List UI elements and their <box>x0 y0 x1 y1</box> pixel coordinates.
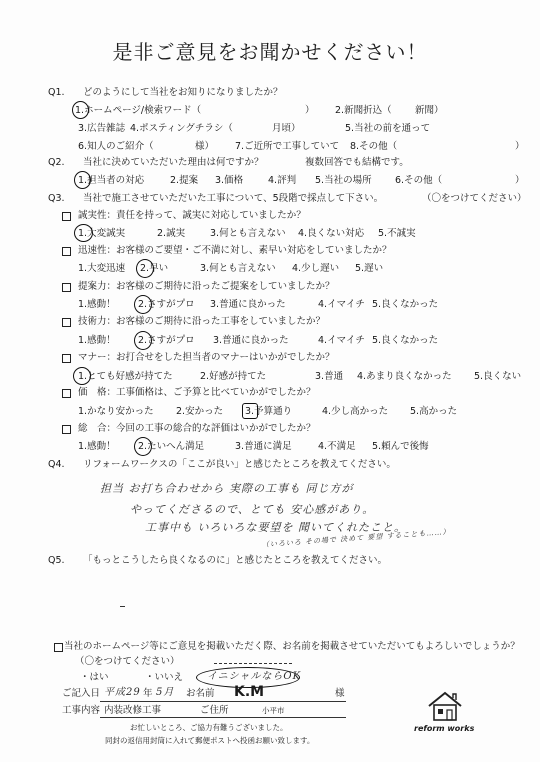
q1-closer-2: 新聞） <box>415 105 444 116</box>
q1-option-5: 5.当社の前を通って <box>345 123 431 134</box>
form-title: 是非ご意見をお聞かせください！ <box>112 40 428 64</box>
q3-text: 当社で施工させていただいた工事について、5段階で採点して下さい。 <box>83 193 384 204</box>
q3-sincerity-option-1: 1.大変誠実 <box>78 228 126 239</box>
q4-label: Q4. <box>48 459 65 470</box>
q3-sincerity-option-5: 5.不誠実 <box>378 228 416 239</box>
name-label: お名前 <box>186 688 215 699</box>
consent-instruction: （〇をつけてください） <box>75 656 180 667</box>
q3-overall-option-5: 5.頼んで後悔 <box>372 441 429 452</box>
q3-item-manner: マナー：お打合せをした担当者のマナーはいかがでしたか？ <box>78 352 335 363</box>
q1-label: Q1. <box>48 87 65 98</box>
q3-skill-option-2: 2.さすがプロ <box>138 335 195 346</box>
pen-mark <box>120 606 125 607</box>
q2-note: 複数回答でも結構です。 <box>305 157 409 168</box>
field-underline <box>100 717 346 718</box>
q3-proposal-option-1: 1.感動！ <box>78 299 116 310</box>
address-label: ご住所 <box>200 705 229 716</box>
q1-closer-1: ） <box>305 105 315 116</box>
q1-closer-4: 月頃） <box>272 123 301 134</box>
work-value: 内装改修工事 <box>104 705 162 716</box>
q3-speed-option-1: 1.大変迅速 <box>78 263 126 274</box>
q3-manner-option-5: 5.良くない <box>474 371 522 382</box>
q3-speed-option-2: 2.早い <box>140 263 169 274</box>
q3-proposal-option-2: 2.さすがプロ <box>138 299 195 310</box>
q1-option-4: 4.ポスティングチラシ（ <box>130 123 233 134</box>
q1-closer-6: 様） <box>195 141 215 152</box>
q1-option-2: 2.新聞折込（ <box>335 105 392 116</box>
q4-text: リフォームワークスの「ここが良い」と感じたところを教えてください。 <box>83 459 396 470</box>
q3-sincerity-option-3: 3.何とも言えない <box>210 228 286 239</box>
selection-circle <box>134 295 152 314</box>
q2-label: Q2. <box>48 157 65 168</box>
consent-no: ・いいえ <box>145 672 184 683</box>
q2-option-2: 2.提案 <box>170 175 199 186</box>
q3-item-sincerity: 誠実性：責任を持って、誠実に対応していましたか？ <box>78 210 306 221</box>
q2-option-1: 1.担当者の対応 <box>78 175 145 186</box>
q3-item-proposal: 提案力：お客様のご期待に沿ったご提案をしていましたか？ <box>78 281 335 292</box>
date-era-year: 平成29 <box>104 687 141 698</box>
q1-option-6: 6.知人のご紹介（ <box>78 141 154 152</box>
q3-price-option-2: 2.安かった <box>176 406 224 417</box>
q3-price-option-4: 4.少し高かった <box>322 406 389 417</box>
selection-circle <box>72 101 89 119</box>
selection-circle <box>74 224 93 242</box>
checkbox-icon <box>62 283 71 292</box>
q5-text: 「もっとこうしたら良くなるのに」と感じたところを教えてください。 <box>83 555 388 566</box>
pen-dash <box>214 663 292 664</box>
q3-label: Q3. <box>48 193 65 204</box>
q1-option-7: 7.ご近所で工事していて <box>235 141 340 152</box>
address-value: 小平市 <box>262 706 285 715</box>
q5-label: Q5. <box>48 555 65 566</box>
q4-answer-line-3: 工事中も いろいろな要望を 聞いてくれたこと。 <box>145 521 406 534</box>
customer-name: K.M <box>234 684 265 700</box>
q3-overall-option-4: 4.不満足 <box>318 441 356 452</box>
q3-proposal-option-5: 5.良くなかった <box>372 299 439 310</box>
q3-speed-option-5: 5.遅い <box>355 263 384 274</box>
date-month: 5月 <box>156 687 175 698</box>
selection-circle <box>134 331 152 350</box>
q3-skill-option-1: 1.感動！ <box>78 335 116 346</box>
checkbox-icon <box>62 389 71 398</box>
selection-box <box>242 403 258 419</box>
q3-speed-option-4: 4.少し遅い <box>292 263 340 274</box>
selection-circle <box>74 171 91 189</box>
checkbox-icon <box>62 425 71 434</box>
q3-price-option-3: 3.予算通り <box>245 406 293 417</box>
q1-option-1: 1.ホームページ/検索ワード（ <box>75 105 202 116</box>
q3-item-speed: 迅速性：お客様のご要望・ご不満に対し、素早い対応をしていましたか？ <box>78 245 392 256</box>
q4-answer-note: （いろいろ その場で 決めて 要望 することも……） <box>261 527 451 549</box>
q3-sincerity-option-2: 2.誠実 <box>157 228 186 239</box>
checkbox-icon <box>62 247 71 256</box>
checkbox-icon <box>54 643 63 652</box>
footer-thanks: お忙しいところ、ご協力有難うございました。 <box>130 723 288 732</box>
date-year-unit: 年 <box>143 688 153 699</box>
logo-wordmark: reform works <box>414 724 475 733</box>
q2-option-4: 4.評判 <box>268 175 297 186</box>
q2-closer: ） <box>515 175 525 186</box>
checkbox-icon <box>62 212 71 221</box>
selection-circle <box>73 367 91 385</box>
q3-note: （〇をつけてください） <box>422 193 527 204</box>
q3-price-option-5: 5.高かった <box>410 406 458 417</box>
q1-text: どのようにして当社をお知りになりましたか？ <box>83 87 283 98</box>
footer-return: 同封の返信用封筒に入れて郵便ポストへ投函お願い致します。 <box>105 736 315 745</box>
q1-closer-8: ） <box>515 141 525 152</box>
q2-option-6: 6.その他（ <box>395 175 443 186</box>
q1-option-8: 8.その他（ <box>350 141 398 152</box>
name-honorific: 様 <box>335 688 345 699</box>
q3-item-skill: 技術力：お客様のご期待に沿った工事をしていましたか？ <box>78 316 326 327</box>
q3-overall-option-2: 2.たいへん満足 <box>138 441 205 452</box>
q3-manner-option-3: 3.普通 <box>315 371 344 382</box>
q3-skill-option-5: 5.良くなかった <box>372 335 439 346</box>
q3-manner-option-2: 2.好感が持てた <box>200 371 267 382</box>
consent-handwritten: イニシャルならOK <box>207 671 302 682</box>
q1-option-3: 3.広告雑誌 <box>78 123 126 134</box>
q3-sincerity-option-4: 4.良くない対応 <box>298 228 365 239</box>
q3-proposal-option-4: 4.イマイチ <box>318 299 365 310</box>
consent-question: 当社のホームページ等にご意見を掲載いただく際、お名前を掲載させていただいてもよろしいでしょうか？ <box>64 641 520 652</box>
q3-item-overall: 総 合：今回の工事の総合的な評価はいかがでしたか？ <box>78 423 316 434</box>
q2-option-5: 5.当社の場所 <box>315 175 372 186</box>
q3-price-option-1: 1.かなり安かった <box>78 406 154 417</box>
q3-skill-option-4: 4.イマイチ <box>318 335 365 346</box>
q3-overall-option-3: 3.普通に満足 <box>235 441 292 452</box>
selection-circle <box>136 259 154 278</box>
q2-option-3: 3.価格 <box>215 175 244 186</box>
q3-overall-option-1: 1.感動！ <box>78 441 116 452</box>
work-label: 工事内容 <box>62 705 101 716</box>
checkbox-icon <box>62 318 71 327</box>
q3-item-price: 価 格：工事価格は、ご予算と比べていかがでしたか？ <box>78 387 316 398</box>
selection-circle <box>134 437 152 456</box>
q3-manner-option-1: 1.とても好感が持てた <box>78 371 173 382</box>
field-underline <box>100 701 346 702</box>
q4-answer-line-2: やってくださるので、とても 安心感があり。 <box>130 503 375 516</box>
q3-speed-option-3: 3.何とも言えない <box>200 263 276 274</box>
q2-text: 当社に決めていただいた理由は何ですか？ <box>83 157 264 168</box>
consent-yes: ・はい <box>80 672 109 683</box>
checkbox-icon <box>62 354 71 363</box>
house-logo-icon <box>425 690 465 722</box>
q4-answer-line-1: 担当 お打ち合わせから 実際の工事も 同じ方が <box>100 482 354 495</box>
q3-manner-option-4: 4.あまり良くなかった <box>357 371 452 382</box>
date-label: ご記入日 <box>62 688 101 699</box>
q3-proposal-option-3: 3.普通に良かった <box>210 299 286 310</box>
q3-skill-option-3: 3.普通に良かった <box>213 335 289 346</box>
